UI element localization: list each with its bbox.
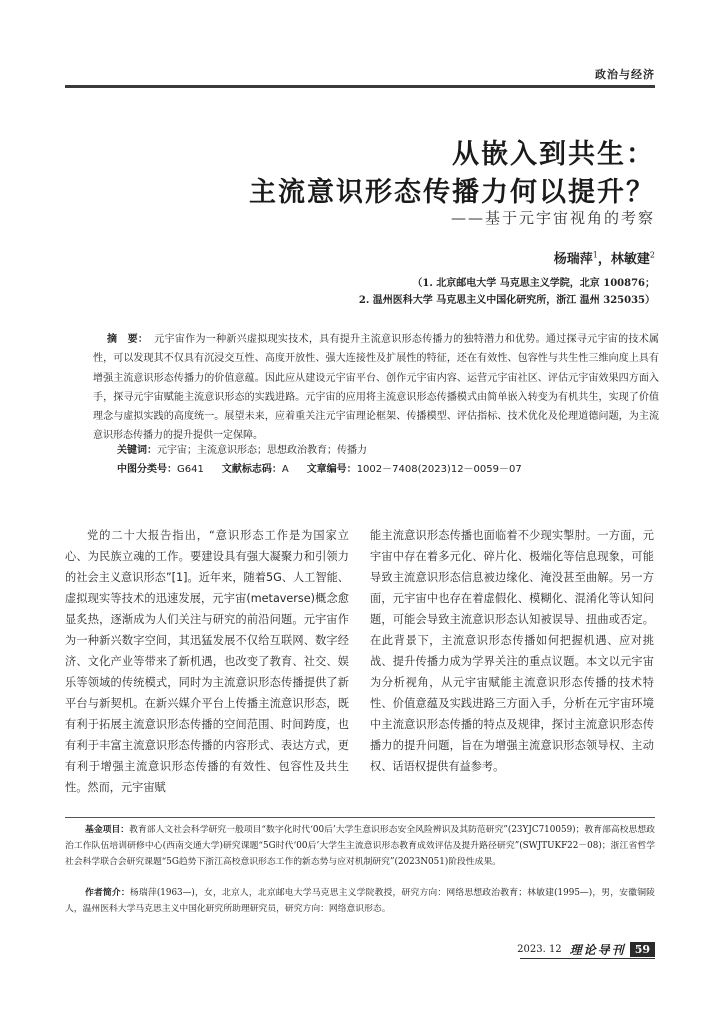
header-rule <box>65 85 655 88</box>
keywords-label: 关键词： <box>117 445 157 456</box>
bio-text: 杨瑞萍(1963—)，女，北京人，北京邮电大学马克思主义学院教授，研究方向：网络思想政治教育；林敏建(1995—)，男，安徽铜陵人，温州医科大学马克思主义中国化研究所助理研究员，研究方向：网络意识形态。 <box>65 888 655 914</box>
section-tag: 政治与经济 <box>595 68 655 81</box>
journal-logo: 理论导刊 <box>569 942 626 957</box>
affiliation-2: 2. 温州医科大学 马克思主义中国化研究所，浙江 温州 325035） <box>358 295 655 306</box>
doc-code-value: A <box>281 464 289 475</box>
author-separator: ， <box>597 252 611 267</box>
author-name: 林敏建 <box>610 252 650 267</box>
author-name: 杨瑞萍 <box>553 252 593 267</box>
article-subtitle: ——基于元宇宙视角的考察 <box>450 209 655 227</box>
footnote-rule <box>65 817 655 818</box>
fund-label: 基金项目： <box>85 825 130 835</box>
affiliation-1: （1. 北京邮电大学 马克思主义学院，北京 100876； <box>412 278 655 289</box>
authors <box>554 248 655 267</box>
bio-label: 作者简介： <box>85 888 130 898</box>
article-number-value: 1002－7408(2023)12－0059－07 <box>356 464 522 475</box>
fund-note <box>65 823 655 870</box>
abstract-label: 摘 要： <box>107 334 149 345</box>
footer-rule <box>520 958 655 959</box>
clc-value: G641 <box>177 464 204 475</box>
author-bio-note <box>65 886 655 918</box>
page-number: 59 <box>630 942 655 957</box>
author-sup: 1 <box>592 250 598 260</box>
author-sup: 2 <box>649 250 655 260</box>
article-number-label: 文章编号： <box>306 464 357 475</box>
keywords-text: 元宇宙；主流意识形态；思想政治教育；传播力 <box>157 445 367 456</box>
page-footer <box>517 940 655 958</box>
classification-line <box>117 460 522 475</box>
issue-number: 2023. 12 <box>517 943 562 955</box>
abstract-text: 元宇宙作为一种新兴虚拟现实技术，具有提升主流意识形态传播力的独特潜力和优势。通过探寻元宇宙的技术属性，可以发现其不仅具有沉浸交互性、高度开放性、强大连接性及扩展性的特征，还在有效性、包容性与共生性三维向度上具有增强主流意识形态传播力的价值意蕴。因此应从建设元宇宙平台、创作元宇宙内容、运营元宇宙社区、评估元宇宙效果四方面入手，探寻元宇宙赋能主流意识形态的实践进路。元宇宙的应用将主流意识形态传播模式由简单嵌入转变为有机共生，实现了价值理念与虚拟实践的高度统一。展望未来，应着重关注元宇宙理论框架、传播模型、评估指标、技术优化及伦理道德问题，为主流意识形态传播力的提升提供一定保障。 <box>93 334 660 442</box>
body-column-left: 党的二十大报告指出，“意识形态工作是为国家立心、为民族立魂的工作。要建设具有强大凝聚力和引领力的社会主义意识形态”[1]。近年来，随着5G、人工智能、虚拟现实等技术的迅速发展，元宇宙(metaverse)概念愈显炙热，逐渐成为人们关注与研究的前沿问题。元宇宙作为一种新兴数字空间，其迅猛发展不仅给互联网、数字经济、文化产业等带来了新机遇，也改变了教育、社交、娱乐等领域的传统模式，同时为主流意识形态传播提供了新平台与新契机。在新兴媒介平台上传播主流意识形态，既有利于拓展主流意识形态传播的空间范围、时间跨度，也有利于丰富主流意识形态传播的内容形式、表达方式，更有利于增强主流意识形态传播的有效性、包容性及共生性。然而，元宇宙赋 <box>65 529 349 794</box>
abstract <box>93 330 659 446</box>
doc-code-label: 文献标志码： <box>221 464 282 475</box>
fund-text: 教育部人文社会科学研究一般项目“数字化时代‘00后’大学生意识形态安全风险辨识及其防范研究”(23YJC710059)；教育部高校思想政治工作队伍培训研修中心(西南交通大学)研究课题“5G时代‘00后’大学生主流意识形态教育成效评估及提升路径研究”(SWJTUKF22－08)；浙江省哲学社会科学联合会研究课题“5G趋势下浙江高校意识形态工作的新态势与应对机制研究”(2023N051)阶段性成果。 <box>65 825 655 867</box>
body-column-right: 能主流意识形态传播也面临着不少现实掣肘。一方面，元宇宙中存在着多元化、碎片化、极端化等信息现象，可能导致主流意识形态信息被边缘化、淹没甚至曲解。另一方面，元宇宙中也存在着虚假化、模糊化、混淆化等认知问题，可能会导致主流意识形态认知被误导、扭曲或否定。在此背景下，主流意识形态传播如何把握机遇、应对挑战、提升传播力成为学界关注的重点议题。本文以元宇宙为分析视角，从元宇宙赋能主流意识形态传播的技术特性、价值意蕴及实践进路三方面入手，分析在元宇宙环境中主流意识形态传播的特点及规律，探讨主流意识形态传播力的提升问题，旨在为增强主流意识形态领导权、主动权、话语权提供有益参考。 <box>370 529 654 773</box>
clc-label: 中图分类号： <box>117 464 177 475</box>
article-title-line1: 从嵌入到共生： <box>452 139 655 170</box>
article-title-line2: 主流意识形态传播力何以提升？ <box>249 177 655 208</box>
keywords <box>117 441 367 456</box>
